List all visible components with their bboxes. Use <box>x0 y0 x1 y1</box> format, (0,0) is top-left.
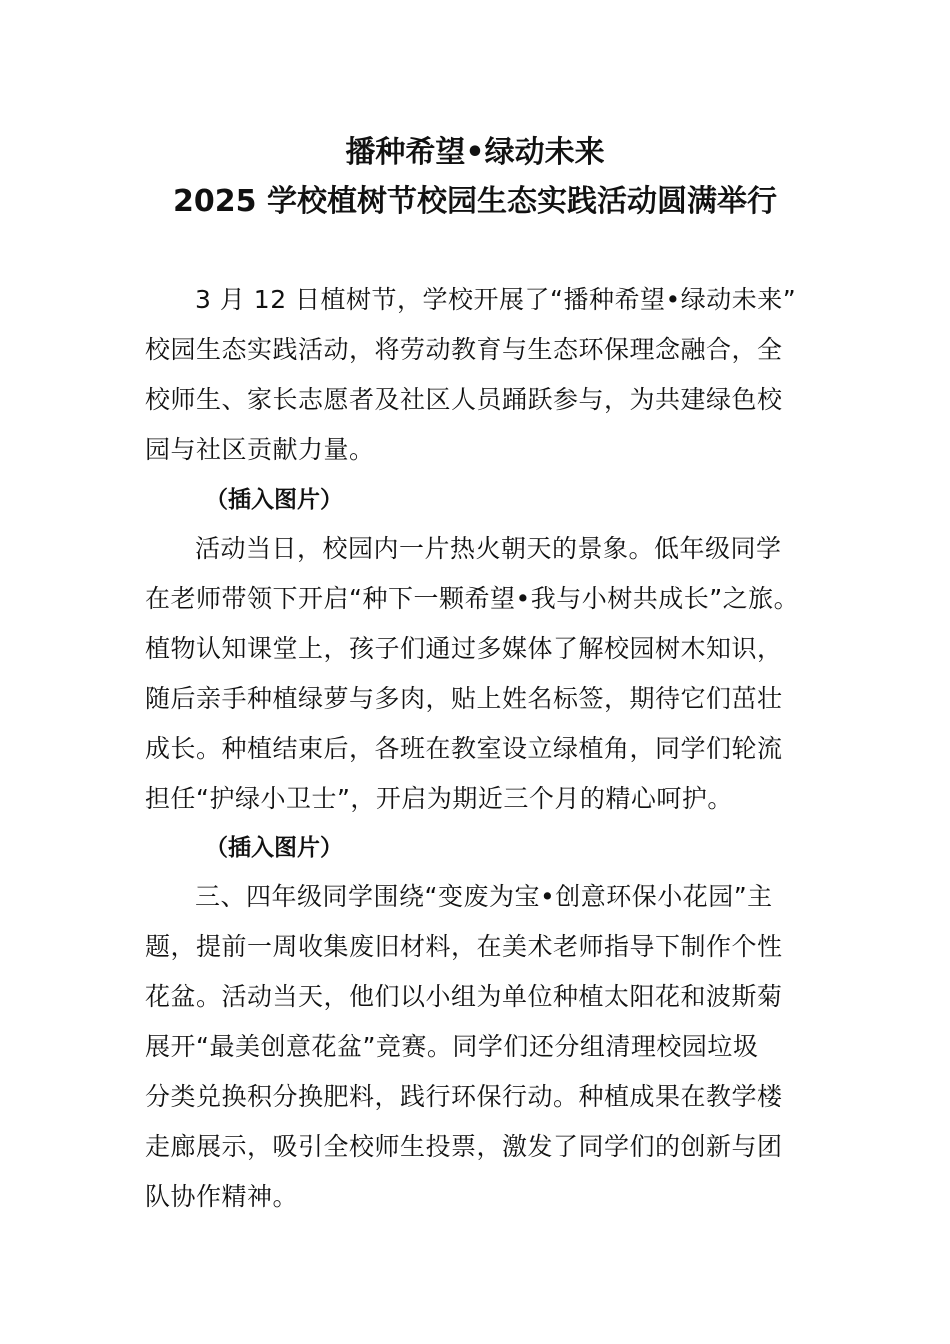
image-placeholder-2: （插入图片） <box>205 835 343 861</box>
document-subtitle: 2025 学校植树节校园生态实践活动圆满举行 <box>173 184 777 219</box>
paragraph-2-line-3: 植物认知课堂上，孩子们通过多媒体了解校园树木知识， <box>145 634 783 663</box>
paragraph-2-line-6: 担任“护绿小卫士”，开启为期近三个月的精心呵护。 <box>145 784 733 813</box>
paragraph-3-line-5: 分类兑换积分换肥料，践行环保行动。种植成果在教学楼 <box>145 1082 783 1111</box>
paragraph-3-line-6: 走廊展示，吸引全校师生投票，激发了同学们的创新与团 <box>145 1132 783 1161</box>
paragraph-3-line-1: 三、四年级同学围绕“变废为宝•创意环保小花园”主 <box>195 882 773 911</box>
paragraph-2-line-1: 活动当日，校园内一片热火朝天的景象。低年级同学 <box>195 534 782 563</box>
paragraph-3-line-2: 题，提前一周收集废旧材料，在美术老师指导下制作个性 <box>145 932 783 961</box>
paragraph-1-line-3: 校师生、家长志愿者及社区人员踊跃参与，为共建绿色校 <box>145 385 783 414</box>
document-title: 播种希望•绿动未来 <box>345 135 605 170</box>
paragraph-2-line-4: 随后亲手种植绿萝与多肉，贴上姓名标签，期待它们茁壮 <box>145 684 783 713</box>
image-placeholder-1: （插入图片） <box>205 487 343 513</box>
paragraph-3-line-7: 队协作精神。 <box>145 1182 299 1211</box>
paragraph-1-line-4: 园与社区贡献力量。 <box>145 435 375 464</box>
paragraph-2-line-5: 成长。种植结束后，各班在教室设立绿植角，同学们轮流 <box>145 734 783 763</box>
paragraph-1-line-2: 校园生态实践活动，将劳动教育与生态环保理念融合，全 <box>145 335 783 364</box>
paragraph-3-line-4: 展开“最美创意花盆”竞赛。同学们还分组清理校园垃圾 <box>145 1032 759 1061</box>
paragraph-1-line-1: 3 月 12 日植树节，学校开展了“播种希望•绿动未来” <box>195 285 797 314</box>
paragraph-3-line-3: 花盆。活动当天，他们以小组为单位种植太阳花和波斯菊 <box>145 982 783 1011</box>
paragraph-2-line-2: 在老师带领下开启“种下一颗希望•我与小树共成长”之旅。 <box>145 584 800 613</box>
